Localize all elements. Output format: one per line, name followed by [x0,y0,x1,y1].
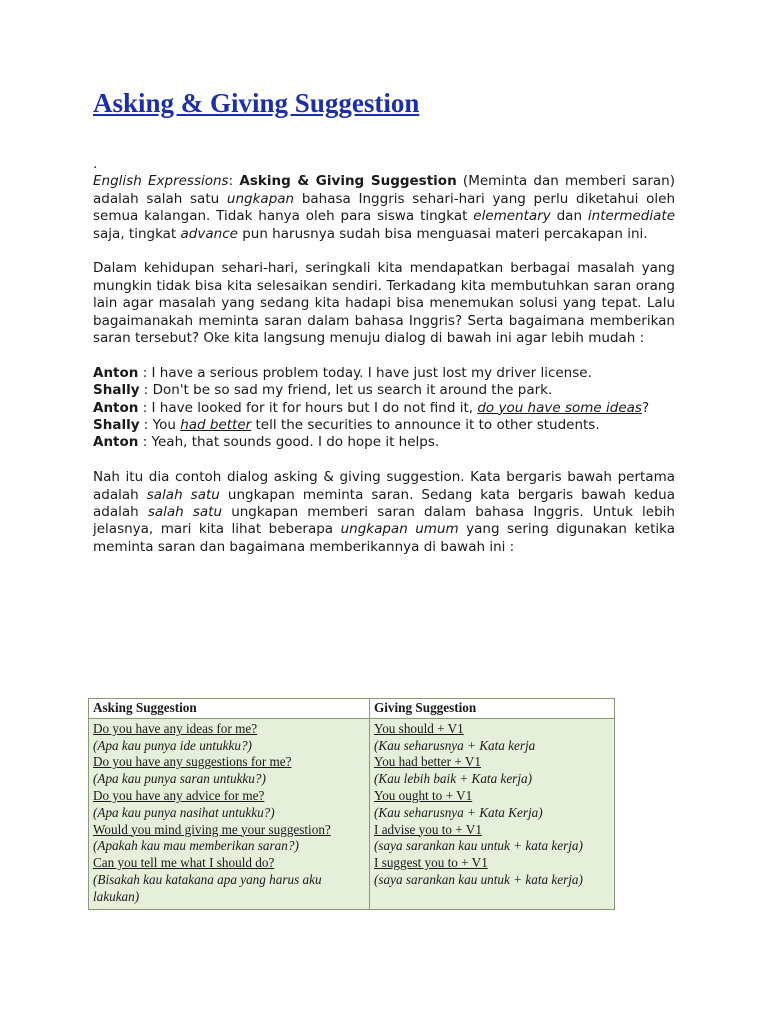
asking-translation: (Apa kau punya nasihat untukku?) [93,804,275,820]
page-title[interactable]: Asking & Giving Suggestion [93,88,420,118]
giving-translation: (saya sarankan kau untuk + kata kerja) [374,838,583,854]
speaker-name: Anton [93,434,139,451]
dialog-line: Shally : Don't be so sad my friend, let us search it around the park. [93,382,553,399]
giving-translation: (Kau seharusnya + Kata kerja [374,737,536,753]
outro-paragraph: Nah itu dia contoh dialog asking & giving suggestion. Kata bergaris bawah pertama adalah salah satu ungkapan meminta saran. Sedang kata bergaris bawah kedua adalah salah satu ungkapan memberi saran dalam bahasa Inggris. Untuk lebih jelasnya, mari kita lihat beberapa ungkapan umum yang sering digunakan ketika meminta saran dan bagaimana memberikannya di bawah ini : [93,469,675,555]
dialog-line: Anton : I have looked for it for hours but I do not find it, do you have some ideas? [93,399,650,416]
giving-expression: I suggest you to + V1 [374,855,488,871]
dialog-line: Anton : I have a serious problem today. I have just lost my driver license. [93,364,592,381]
giving-translation: (Kau seharusnya + Kata Kerja) [374,804,543,820]
intro-topic: Asking & Giving Suggestion [239,173,457,190]
intro-label: English Expressions [93,173,229,190]
header-giving: Giving Suggestion [370,699,615,719]
speaker-name: Shally [93,382,140,399]
stray-dot: . [93,156,98,172]
giving-expression: You ought to + V1 [374,787,473,803]
intro-paragraph: English Expressions: Asking & Giving Suggestion (Meminta dan memberi saran) adalah salah satu ungkapan bahasa Inggris sehari-hari yang perlu diketahui oleh semua kalangan. Tidak hanya oleh para siswa tingkat elementary dan intermediate saja, tingkat advance pun harusnya sudah bisa menguasai materi percakapan ini. [93,173,676,242]
asking-translation: (Apa kau punya saran untukku?) [93,771,266,787]
asking-translation: (Bisakah kau katakana apa yang harus aku lakukan) [93,871,322,904]
context-paragraph: Dalam kehidupan sehari-hari, seringkali kita mendapatkan berbagai masalah yang mungkin tidak bisa kita selesaikan sendiri. Terkadang kita membutuhkan saran orang lain agar masalah yang sedang kita hadapi bisa menemukan solusi yang tepat. Lalu bagaimanakah meminta saran dalam bahasa Inggris? Serta bagaimana memberikan saran tersebut? Oke kita langsung menuju dialog di bawah ini agar lebih mudah : [93,260,675,347]
asking-translation: (Apakah kau mau memberikan saran?) [93,838,299,854]
giving-expression: I advise you to + V1 [374,821,482,837]
giving-expression: You had better + V1 [374,754,481,770]
asking-translation: (Apa kau punya ide untukku?) [93,737,252,753]
article-body [93,156,675,556]
speaker-name: Anton [93,364,139,381]
asking-expression: Do you have any suggestions for me? [93,754,292,770]
asking-expression: Do you have any advice for me? [93,787,265,803]
giving-cell [370,718,615,909]
asking-expression: Do you have any ideas for me? [93,720,258,736]
suggestion-table [88,698,615,910]
giving-translation: (saya sarankan kau untuk + kata kerja) [374,871,583,887]
dialog-line: Shally : You had better tell the securities to announce it to other students. [93,417,600,434]
dialog [93,365,675,452]
speaker-name: Anton [93,399,139,416]
giving-translation: (Kau lebih baik + Kata kerja) [374,771,532,787]
asking-expression: Can you tell me what I should do? [93,855,275,871]
asking-expression: Would you mind giving me your suggestion? [93,821,331,837]
giving-expression: You should + V1 [374,720,464,736]
giving-phrase: had better [180,417,252,434]
dialog-line: Anton : Yeah, that sounds good. I do hope it helps. [93,434,440,451]
table-row [89,718,615,909]
table-header-row [89,699,615,719]
asking-phrase: do you have some ideas [477,399,642,416]
asking-cell [89,718,370,909]
speaker-name: Shally [93,417,140,434]
header-asking: Asking Suggestion [89,699,370,719]
